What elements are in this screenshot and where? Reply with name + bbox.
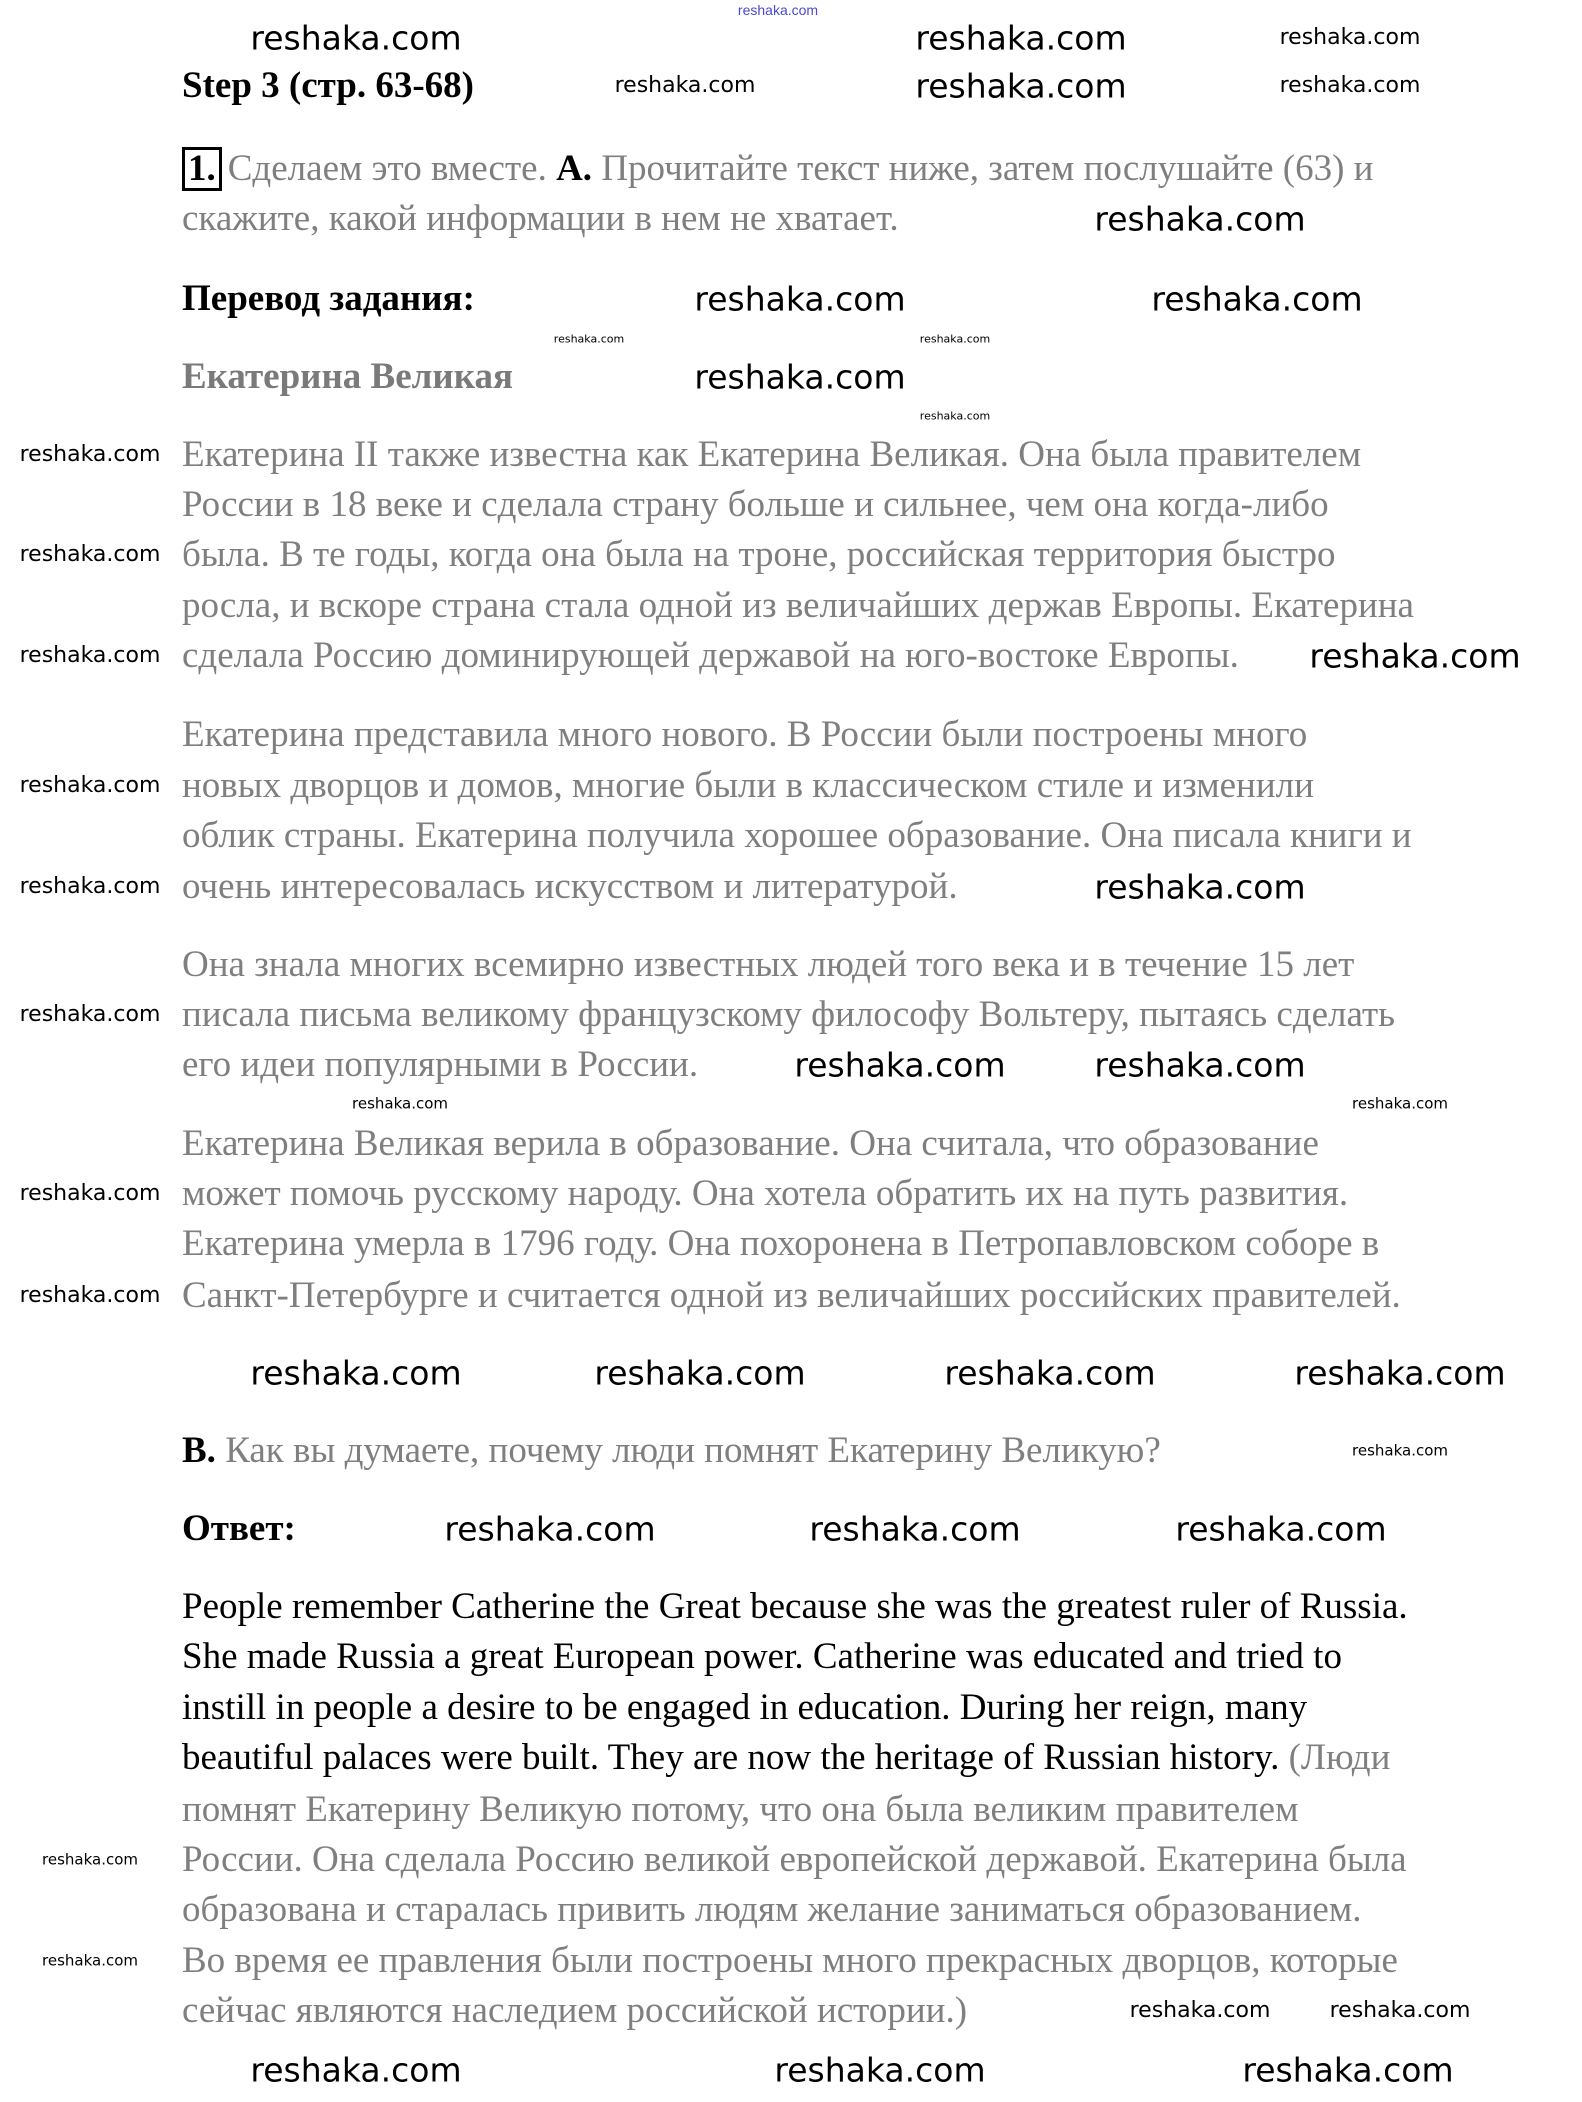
text-line: России в 18 веке и сделала страну больше и сильнее, чем она когда-либо xyxy=(182,484,1329,525)
watermark: reshaka.com xyxy=(553,332,625,346)
watermark: reshaka.com xyxy=(1094,867,1306,907)
watermark: reshaka.com xyxy=(1352,1094,1448,1113)
watermark: reshaka.com xyxy=(1151,279,1363,319)
watermark: reshaka.com xyxy=(694,279,906,319)
watermark: reshaka.com xyxy=(19,542,161,567)
text-line: может помочь русскому народу. Она хотела обратить их на путь развития. xyxy=(182,1173,1349,1214)
part-a-label: A. xyxy=(556,148,593,189)
answer-heading: Ответ: xyxy=(182,1508,296,1549)
task-line-2: скажите, какой информации в нем не хватает. xyxy=(182,198,899,239)
watermark: reshaka.com xyxy=(19,643,161,668)
watermark: reshaka.com xyxy=(19,773,161,798)
text-line: росла, и вскоре страна стала одной из величайших держав Европы. Екатерина xyxy=(182,585,1414,626)
text-line: была. В те годы, когда она была на троне, российская территория быстро xyxy=(182,534,1336,575)
answer-line: образована и старалась привить людям желание заниматься образованием. xyxy=(182,1889,1362,1930)
text-line: очень интересовалась искусством и литературой. xyxy=(182,866,958,907)
watermark: reshaka.com xyxy=(915,18,1127,58)
text-line: сделала Россию доминирующей державой на юго-востоке Европы. xyxy=(182,635,1239,676)
watermark: reshaka.com xyxy=(19,442,161,467)
watermark: reshaka.com xyxy=(1242,2050,1454,2090)
watermark: reshaka.com xyxy=(915,66,1127,106)
answer-russian-start: (Люди xyxy=(1288,1737,1391,1778)
watermark: reshaka.com xyxy=(774,2050,986,2090)
answer-line: She made Russia a great European power. Catherine was educated and tried to xyxy=(182,1636,1342,1677)
answer-line: Во время ее правления были построены много прекрасных дворцов, которые xyxy=(182,1940,1398,1981)
watermark: reshaka.com xyxy=(352,1094,448,1113)
watermark: reshaka.com xyxy=(919,332,991,346)
text-line: его идеи популярными в России. xyxy=(182,1044,699,1085)
task-line-1 xyxy=(182,144,1373,194)
watermark: reshaka.com xyxy=(1294,1353,1506,1393)
watermark: reshaka.com xyxy=(1279,73,1421,98)
watermark: reshaka.com xyxy=(809,1509,1021,1549)
watermark: reshaka.com xyxy=(1309,636,1521,676)
part-b-label: B. xyxy=(182,1430,216,1471)
text-line: Екатерина Великая верила в образование. Она считала, что образование xyxy=(182,1123,1319,1164)
text-line: Екатерина представила много нового. В России были построены много xyxy=(182,714,1308,755)
watermark: reshaka.com xyxy=(1329,1998,1471,2023)
answer-english-end: beautiful palaces were built. They are now the heritage of Russian history. xyxy=(182,1737,1280,1778)
watermark: reshaka.com xyxy=(944,1353,1156,1393)
watermark: reshaka.com xyxy=(19,1002,161,1027)
text-line: Она знала многих всемирно известных людей того века и в течение 15 лет xyxy=(182,944,1355,985)
watermark: reshaka.com xyxy=(1279,25,1421,50)
answer-line: сейчас являются наследием российской истории.) xyxy=(182,1990,968,2031)
text-line: Екатерина II также известна как Екатерина Великая. Она была правителем xyxy=(182,434,1362,475)
text-title: Екатерина Великая xyxy=(182,356,513,397)
watermark: reshaka.com xyxy=(444,1509,656,1549)
answer-line: instill in people a desire to be engaged in education. During her reign, many xyxy=(182,1687,1308,1728)
watermark: reshaka.com xyxy=(19,874,161,899)
watermark: reshaka.com xyxy=(1094,199,1306,239)
text-line: новых дворцов и домов, многие были в классическом стиле и изменили xyxy=(182,765,1314,806)
watermark: reshaka.com xyxy=(250,1353,462,1393)
watermark: reshaka.com xyxy=(594,1353,806,1393)
watermark: reshaka.com xyxy=(42,1951,138,1970)
watermark: reshaka.com xyxy=(794,1045,1006,1085)
watermark-top: reshaka.com xyxy=(737,2,819,18)
answer-line: помнят Екатерину Великую потому, что она была великим правителем xyxy=(182,1789,1299,1830)
page-title: Step 3 (стр. 63-68) xyxy=(182,65,474,106)
watermark: reshaka.com xyxy=(614,73,756,98)
answer-line: России. Она сделала Россию великой европейской державой. Екатерина была xyxy=(182,1839,1407,1880)
question-text: Как вы думаете, почему люди помнят Екатерину Великую? xyxy=(225,1430,1161,1471)
watermark: reshaka.com xyxy=(250,2050,462,2090)
text-line: Санкт-Петербурге и считается одной из величайших российских правителей. xyxy=(182,1275,1401,1316)
watermark: reshaka.com xyxy=(19,1283,161,1308)
watermark: reshaka.com xyxy=(1129,1998,1271,2023)
task-number: 1. xyxy=(182,147,222,191)
answer-line: People remember Catherine the Great because she was the greatest ruler of Russia. xyxy=(182,1586,1408,1627)
watermark: reshaka.com xyxy=(1175,1509,1387,1549)
watermark: reshaka.com xyxy=(1352,1441,1448,1460)
task-text: Прочитайте текст ниже, затем послушайте (63) и xyxy=(601,148,1374,189)
task-intro: Сделаем это вместе. xyxy=(227,148,547,189)
text-line: облик страны. Екатерина получила хорошее образование. Она писала книги и xyxy=(182,815,1412,856)
watermark: reshaka.com xyxy=(250,18,462,58)
answer-line xyxy=(182,1733,1390,1783)
watermark: reshaka.com xyxy=(42,1850,138,1869)
watermark: reshaka.com xyxy=(919,409,991,423)
text-line: Екатерина умерла в 1796 году. Она похоронена в Петропавловском соборе в xyxy=(182,1223,1380,1264)
watermark: reshaka.com xyxy=(19,1181,161,1206)
watermark: reshaka.com xyxy=(694,357,906,397)
text-line: писала письма великому французскому философу Вольтеру, пытаясь сделать xyxy=(182,994,1395,1035)
watermark: reshaka.com xyxy=(1094,1045,1306,1085)
translation-heading: Перевод задания: xyxy=(182,278,475,319)
part-b-question xyxy=(182,1426,1161,1476)
